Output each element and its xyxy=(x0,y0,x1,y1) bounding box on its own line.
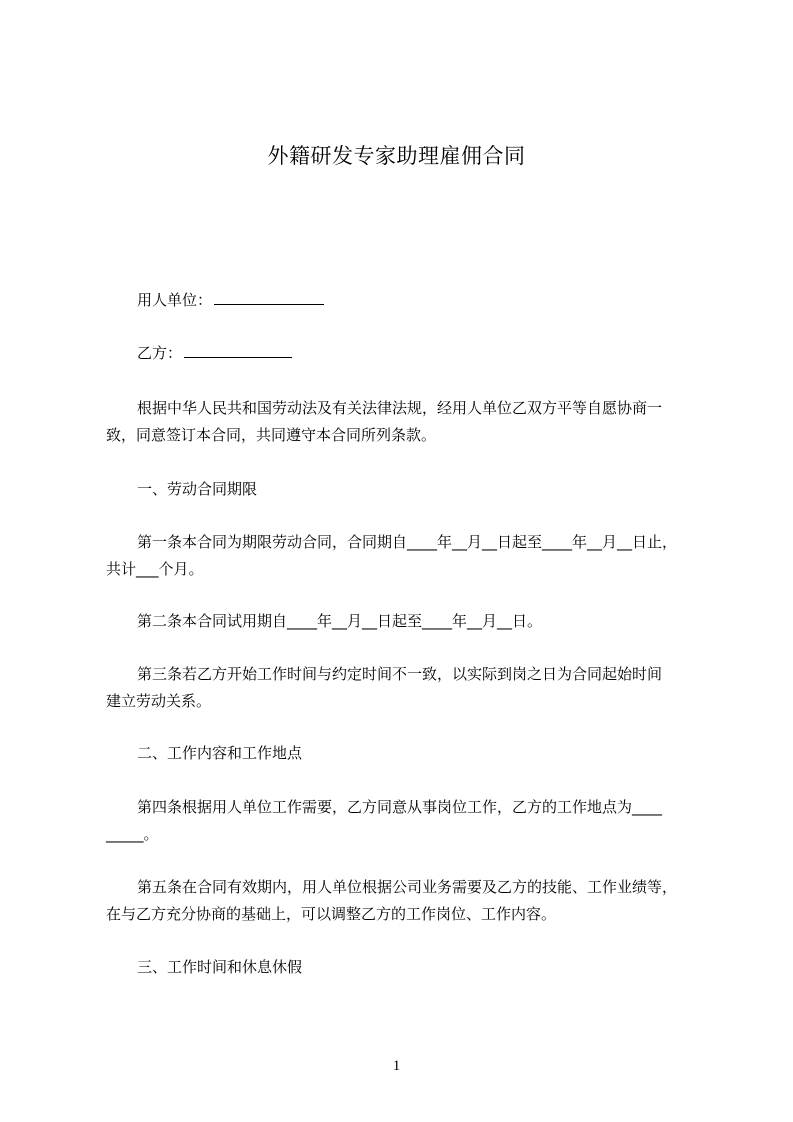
intro-line-1: 根据中华人民共和国劳动法及有关法律法规，经用人单位乙双方平等自愿协商一 xyxy=(137,399,663,417)
employer-blank xyxy=(214,290,324,305)
party-b-label: 乙方： xyxy=(137,344,183,362)
article-3-line-2: 建立劳动关系。 xyxy=(106,692,212,710)
article-3-line-1: 第三条若乙方开始工作时间与约定时间不一致，以实际到岗之日为合同起始时间 xyxy=(137,665,663,683)
section-2-heading: 二、工作内容和工作地点 xyxy=(137,744,303,762)
party-b-field xyxy=(137,343,737,363)
section-3-heading: 三、工作时间和休息休假 xyxy=(137,958,303,976)
article-1-line-2: 共计___个月。 xyxy=(106,560,204,578)
article-4-line-1: 第四条根据用人单位工作需要，乙方同意从事岗位工作，乙方的工作地点为____ xyxy=(137,798,663,816)
section-1-heading: 一、劳动合同期限 xyxy=(137,480,258,498)
document-title: 外籍研发专家助理雇佣合同 xyxy=(267,144,526,168)
page-number: 1 xyxy=(392,1058,401,1074)
party-b-blank xyxy=(184,343,292,358)
article-2-line-1: 第二条本合同试用期自____年__月__日起至____年__月__日。 xyxy=(137,612,543,630)
article-5-line-2: 在与乙方充分协商的基础上，可以调整乙方的工作岗位、工作内容。 xyxy=(106,905,557,923)
employer-field xyxy=(137,290,737,310)
article-5-line-1: 第五条在合同有效期内，用人单位根据公司业务需要及乙方的技能、工作业绩等， xyxy=(137,878,678,896)
article-1-line-1: 第一条本合同为期限劳动合同，合同期自____年__月__日起至____年__月__日止， xyxy=(137,533,678,551)
article-4-line-2: _____。 xyxy=(106,825,159,843)
employer-label: 用人单位： xyxy=(137,291,213,309)
intro-line-2: 致，同意签订本合同，共同遵守本合同所列条款。 xyxy=(106,426,437,444)
